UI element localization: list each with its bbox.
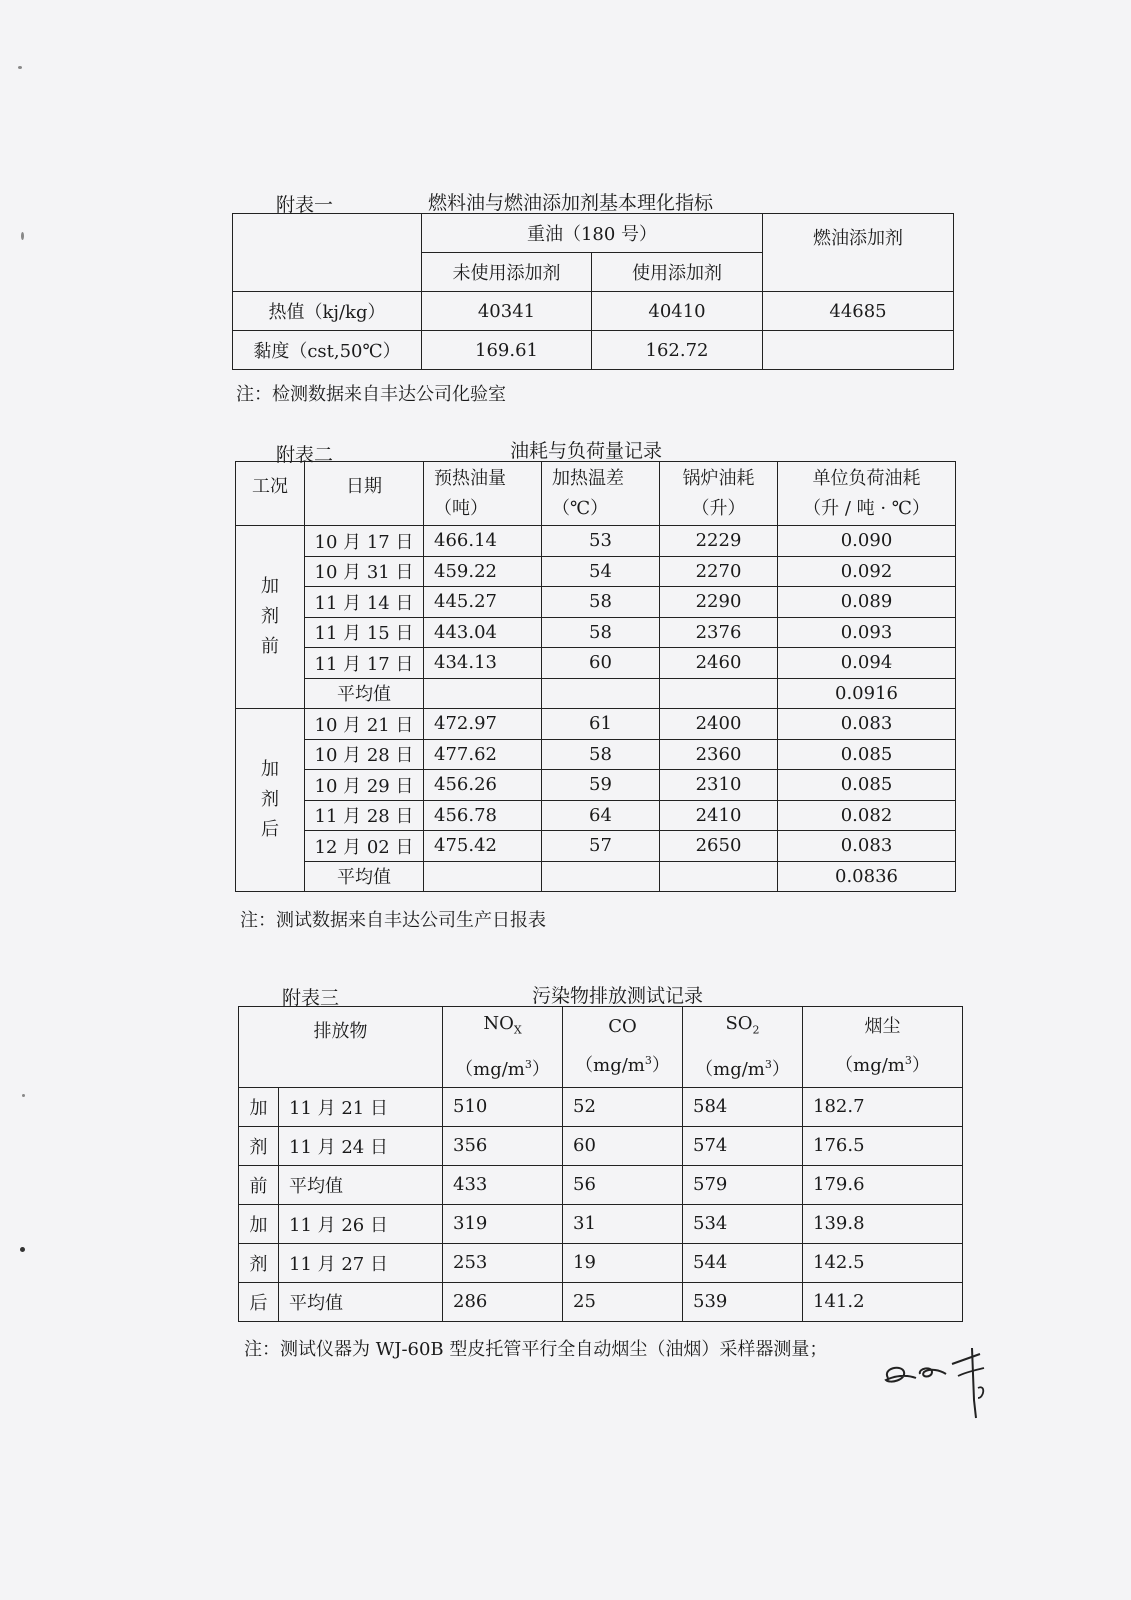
table2-header-preheat-label: 预热油量 [434, 467, 506, 489]
table2-cell-boiler: 2310 [660, 770, 778, 801]
table-row [239, 1126, 963, 1165]
table-row-average [236, 678, 956, 709]
table2-cell-boiler: 2360 [660, 739, 778, 770]
table2-cell-boiler: 2290 [660, 587, 778, 618]
unit-prefix: （mg/m [455, 1058, 525, 1080]
table3-cell-so2: 574 [683, 1126, 803, 1165]
table3-header-co-unit [575, 1055, 670, 1076]
unit-sup: 3 [524, 1057, 532, 1071]
table2-header-boiler [660, 462, 778, 526]
table3-cell-co: 31 [563, 1204, 683, 1243]
table1-cell: 40410 [592, 292, 763, 331]
table2-cell-unit: 0.089 [778, 587, 956, 618]
table1-caption-title: 燃料油与燃油添加剂基本理化指标 [428, 192, 714, 214]
table2-cell-date: 10 月 31 日 [305, 556, 424, 587]
table2-cell-preheat: 456.26 [424, 770, 542, 801]
table2-cell-date: 10 月 28 日 [305, 739, 424, 770]
table3-cell-so2: 584 [683, 1087, 803, 1126]
table2-cell-preheat: 459.22 [424, 556, 542, 587]
unit-suffix: ） [651, 1055, 670, 1077]
table2-cell-preheat: 445.27 [424, 587, 542, 618]
table2-cell-boiler: 2229 [660, 526, 778, 557]
table-row [239, 1087, 963, 1126]
table2-header-boiler-unit: （升） [691, 497, 746, 519]
table3-cell-dust: 182.7 [803, 1087, 963, 1126]
table2-cell-date: 11 月 14 日 [305, 587, 424, 618]
nox-main: NO [483, 1013, 514, 1034]
table-row-average [239, 1165, 963, 1204]
table2-cell-boiler: 2400 [660, 709, 778, 740]
table2-header-preheat [424, 462, 542, 526]
table2-cell-temp: 58 [542, 617, 660, 648]
table2-cell-average-unit: 0.0916 [778, 678, 956, 709]
table2-group-after-label [236, 709, 305, 892]
table2-cell-unit: 0.082 [778, 800, 956, 831]
table-row [236, 587, 956, 618]
table2-cell-preheat: 443.04 [424, 617, 542, 648]
table1-header-additive: 燃油添加剂 [763, 214, 954, 292]
table-row [236, 739, 956, 770]
table3-header-nox-label [483, 1013, 522, 1037]
table3-cell-nox: 433 [443, 1165, 563, 1204]
table-row [236, 770, 956, 801]
table1-row-label: 黏度（cst,50℃） [233, 331, 422, 370]
table2-cell-empty [542, 861, 660, 892]
table3-cell-dust: 179.6 [803, 1165, 963, 1204]
table2-cell-temp: 53 [542, 526, 660, 557]
table2-cell-empty [542, 678, 660, 709]
table2-cell-temp: 54 [542, 556, 660, 587]
table2-cell-empty [424, 678, 542, 709]
table2-header-unit-load-label: 单位负荷油耗 [812, 467, 921, 489]
table1-cell: 169.61 [422, 331, 592, 370]
table2-header-condition: 工况 [236, 462, 305, 526]
table3-caption-title: 污染物排放测试记录 [532, 985, 704, 1007]
unit-prefix: （mg/m [575, 1055, 645, 1077]
table1-cell: 162.72 [592, 331, 763, 370]
table-row [236, 709, 956, 740]
table2-header-temp [542, 462, 660, 526]
table2-cell-date: 11 月 17 日 [305, 648, 424, 679]
group-label-char: 加 [239, 1087, 279, 1126]
table2-cell-unit: 0.083 [778, 831, 956, 862]
group-label-char: 前 [261, 636, 279, 657]
table1-row [233, 331, 954, 370]
unit-sup: 3 [904, 1054, 912, 1068]
table2-cell-temp: 61 [542, 709, 660, 740]
table3-cell-nox: 253 [443, 1243, 563, 1282]
table3-cell-nox: 510 [443, 1087, 563, 1126]
table3-header-dust-unit [835, 1055, 930, 1076]
table3-cell-dust: 141.2 [803, 1282, 963, 1321]
table2-cell-preheat: 456.78 [424, 800, 542, 831]
group-label-char: 剂 [239, 1243, 279, 1282]
table2-cell-temp: 59 [542, 770, 660, 801]
table2-cell-unit: 0.083 [778, 709, 956, 740]
table2-cell-date: 10 月 29 日 [305, 770, 424, 801]
scan-speck [18, 66, 22, 69]
table2-header-unit-load [778, 462, 956, 526]
table3-header-co [563, 1007, 683, 1088]
table2-cell-boiler: 2270 [660, 556, 778, 587]
table2-cell-empty [424, 861, 542, 892]
table3-header-so2-label [725, 1013, 760, 1037]
table3-cell-co: 19 [563, 1243, 683, 1282]
handwritten-signature [880, 1348, 1010, 1428]
table-row [236, 526, 956, 557]
table2-cell-temp: 64 [542, 800, 660, 831]
table-row [236, 617, 956, 648]
so2-main: SO [725, 1013, 753, 1034]
table2-cell-preheat: 466.14 [424, 526, 542, 557]
table1-empty-header-cell [233, 214, 422, 292]
table3-cell-nox: 286 [443, 1282, 563, 1321]
table2-header-temp-label: 加热温差 [552, 467, 624, 489]
table2-cell-unit: 0.090 [778, 526, 956, 557]
table3-cell-co: 60 [563, 1126, 683, 1165]
table2-cell-boiler: 2460 [660, 648, 778, 679]
table2-cell-date: 10 月 17 日 [305, 526, 424, 557]
table3-header-dust-label: 烟尘 [864, 1016, 901, 1038]
table2-cell-unit: 0.092 [778, 556, 956, 587]
table2-oil-consumption [235, 461, 956, 892]
table3-cell-nox: 319 [443, 1204, 563, 1243]
table1-note: 注：检测数据来自丰达公司化验室 [236, 384, 506, 405]
table2-caption-title: 油耗与负荷量记录 [510, 440, 663, 462]
table3-cell-date: 11 月 26 日 [279, 1204, 443, 1243]
table-row [239, 1204, 963, 1243]
table2-cell-unit: 0.094 [778, 648, 956, 679]
table3-header-nox [443, 1007, 563, 1088]
table2-cell-date: 11 月 15 日 [305, 617, 424, 648]
table1-cell: 44685 [763, 292, 954, 331]
group-label-char: 后 [261, 819, 279, 840]
table2-cell-date: 11 月 28 日 [305, 800, 424, 831]
table3-cell-date: 11 月 21 日 [279, 1087, 443, 1126]
table3-cell-co: 25 [563, 1282, 683, 1321]
table3-cell-nox: 356 [443, 1126, 563, 1165]
group-label-char: 剂 [261, 606, 279, 627]
table2-cell-preheat: 475.42 [424, 831, 542, 862]
table-row [239, 1243, 963, 1282]
table3-cell-dust: 142.5 [803, 1243, 963, 1282]
unit-prefix: （mg/m [695, 1058, 765, 1080]
table2-header-boiler-label: 锅炉油耗 [682, 467, 755, 489]
table3-cell-so2: 579 [683, 1165, 803, 1204]
table2-cell-temp: 60 [542, 648, 660, 679]
group-label-char: 加 [239, 1204, 279, 1243]
table1-header-with-additive: 使用添加剂 [592, 253, 763, 292]
unit-sup: 3 [644, 1054, 652, 1068]
table2-cell-temp: 58 [542, 587, 660, 618]
table2-header-date: 日期 [305, 462, 424, 526]
table2-cell-temp: 58 [542, 739, 660, 770]
group-label-char: 前 [239, 1165, 279, 1204]
table1-row [233, 292, 954, 331]
table-row-average [236, 861, 956, 892]
unit-suffix: ） [911, 1055, 930, 1077]
table-row [236, 831, 956, 862]
table2-cell-preheat: 472.97 [424, 709, 542, 740]
unit-suffix: ） [771, 1058, 790, 1080]
table2-cell-average-label: 平均值 [305, 861, 424, 892]
table2-cell-temp: 57 [542, 831, 660, 862]
table2-cell-empty [660, 678, 778, 709]
group-label-char: 剂 [239, 1126, 279, 1165]
table2-header-unit-load-unit: （升 / 吨 · ℃） [803, 497, 930, 519]
table2-cell-date: 10 月 21 日 [305, 709, 424, 740]
table2-cell-preheat: 434.13 [424, 648, 542, 679]
table1-header-heavy-oil: 重油（180 号） [422, 214, 763, 253]
scan-speck [20, 1247, 25, 1252]
table2-cell-empty [660, 861, 778, 892]
table2-cell-average-label: 平均值 [305, 678, 424, 709]
table2-cell-average-unit: 0.0836 [778, 861, 956, 892]
table3-header-nox-unit [455, 1059, 550, 1080]
table-row [236, 648, 956, 679]
table3-cell-date: 11 月 27 日 [279, 1243, 443, 1282]
table-row-average [239, 1282, 963, 1321]
table2-cell-preheat: 477.62 [424, 739, 542, 770]
table2-cell-unit: 0.085 [778, 770, 956, 801]
unit-suffix: ） [531, 1058, 550, 1080]
table3-pollutant-emissions [238, 1006, 963, 1322]
table3-cell-so2: 544 [683, 1243, 803, 1282]
table1-header-no-additive: 未使用添加剂 [422, 253, 592, 292]
table3-header-co-label: CO [608, 1016, 637, 1038]
table3-cell-co: 52 [563, 1087, 683, 1126]
table2-header-preheat-unit: （吨） [434, 497, 488, 519]
table-row [236, 800, 956, 831]
table-row [236, 556, 956, 587]
unit-prefix: （mg/m [835, 1055, 905, 1077]
table2-note: 注：测试数据来自丰达公司生产日报表 [240, 910, 546, 931]
table2-cell-boiler: 2650 [660, 831, 778, 862]
scan-speck [21, 232, 24, 240]
table3-header-emission: 排放物 [239, 1007, 443, 1088]
table3-header-so2-unit [695, 1059, 790, 1080]
table2-header-temp-unit: （℃） [552, 497, 609, 519]
unit-sup: 3 [764, 1057, 772, 1071]
table3-cell-dust: 176.5 [803, 1126, 963, 1165]
scan-speck [22, 1094, 25, 1097]
table2-cell-date: 12 月 02 日 [305, 831, 424, 862]
table3-cell-co: 56 [563, 1165, 683, 1204]
table2-cell-boiler: 2376 [660, 617, 778, 648]
table1-cell [763, 331, 954, 370]
group-label-char: 加 [261, 576, 279, 597]
table2-cell-unit: 0.085 [778, 739, 956, 770]
table3-note: 注：测试仪器为 WJ-60B 型皮托管平行全自动烟尘（油烟）采样器测量； [244, 1339, 828, 1360]
table1-caption-number: 附表一 [276, 194, 334, 216]
table2-group-before-label [236, 526, 305, 709]
table3-header-so2 [683, 1007, 803, 1088]
nox-sub: X [513, 1023, 522, 1037]
table3-cell-date: 平均值 [279, 1165, 443, 1204]
table3-cell-dust: 139.8 [803, 1204, 963, 1243]
table1-physicochemical [232, 213, 954, 370]
group-label-char: 后 [239, 1282, 279, 1321]
table1-cell: 40341 [422, 292, 592, 331]
table3-cell-so2: 534 [683, 1204, 803, 1243]
table3-cell-date: 平均值 [279, 1282, 443, 1321]
table3-header-dust [803, 1007, 963, 1088]
table1-row-label: 热值（kj/kg） [233, 292, 422, 331]
group-label-char: 剂 [261, 789, 279, 810]
table3-cell-date: 11 月 24 日 [279, 1126, 443, 1165]
group-label-char: 加 [261, 759, 279, 780]
table3-caption-number: 附表三 [282, 987, 340, 1009]
table2-cell-unit: 0.093 [778, 617, 956, 648]
table3-cell-so2: 539 [683, 1282, 803, 1321]
so2-sub: 2 [752, 1023, 760, 1037]
table2-cell-boiler: 2410 [660, 800, 778, 831]
table2-caption-number: 附表二 [276, 444, 334, 466]
